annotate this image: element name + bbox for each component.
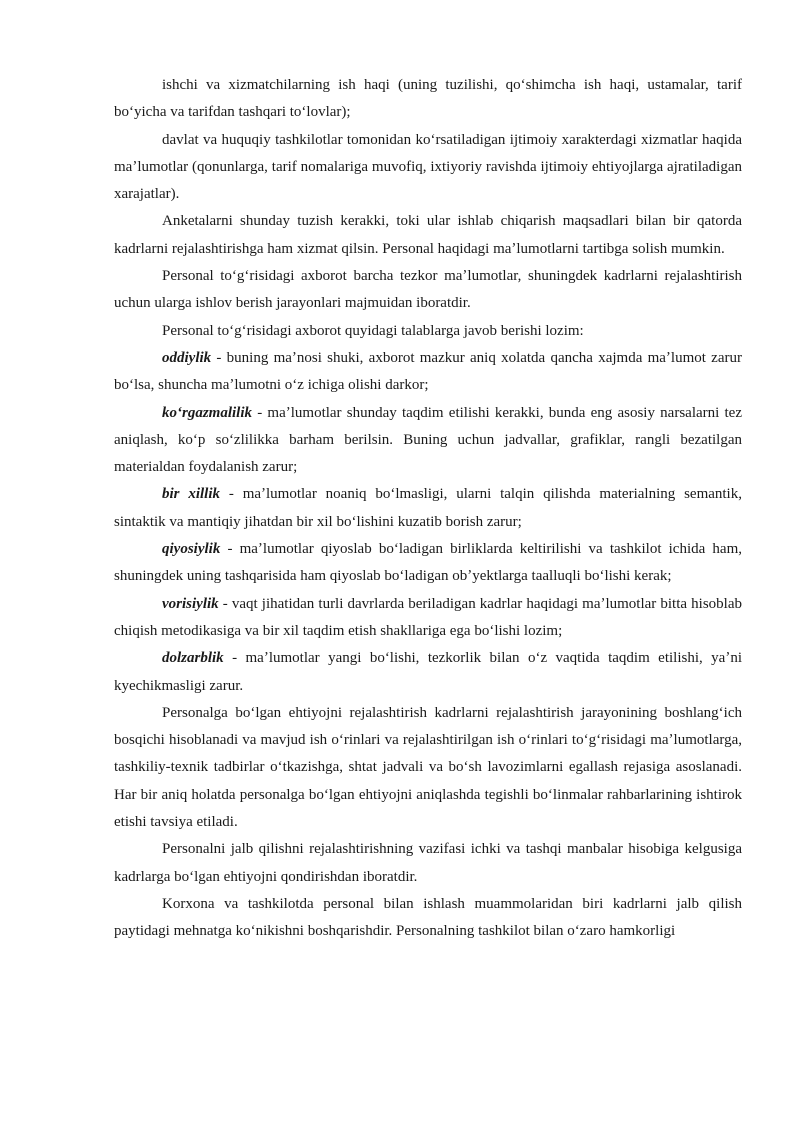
paragraph-continuity xyxy=(114,591,742,646)
paragraph-relevance xyxy=(114,645,742,700)
paragraph-text: - maʼlumotlar shunday taqdim etilishi kerakki, bunda eng asosiy narsalarni tez aniqlash, koʻp soʻzlilikka barham berilsin. Buning uchun jadvallar, grafiklar, rangli bezatilgan materialdan foydalanish zarur; xyxy=(114,404,742,476)
term-label: vorisiylik xyxy=(162,595,219,612)
paragraph-questionnaires xyxy=(114,208,742,263)
paragraph-recruitment-planning xyxy=(114,836,742,891)
paragraph-visibility xyxy=(114,400,742,482)
paragraph-wages xyxy=(114,72,742,127)
paragraph-planning-needs xyxy=(114,700,742,836)
paragraph-text: - buning maʼnosi shuki, axborot mazkur aniq xolatda qancha xajmda maʼlumot zarur boʻlsa, shuncha maʼlumotni oʻz ichiga olishi darkor; xyxy=(114,349,742,394)
document-page xyxy=(114,72,742,946)
term-label: bir xillik xyxy=(162,486,221,503)
paragraph-text: Personalni jalb qilishni rejalashtirishning vazifasi ichki va tashqi manbalar hisobiga kelgusiga kadrlarga boʻlgan ehtiyojni qondirishdan iboratdir. xyxy=(114,841,742,885)
paragraph-text: Personal toʻgʻrisidagi axborot barcha tezkor maʼlumotlar, shuningdek kadrlarni rejalashtirish uchun ularga ishlov berish jarayonlari majmuidan iboratdir. xyxy=(114,268,742,312)
paragraph-text: ishchi va xizmatchilarning ish haqi (uning tuzilishi, qoʻshimcha ish haqi, ustamalar, tarif boʻyicha va tarifdan tashqari toʻlovlar); xyxy=(114,77,742,121)
paragraph-uniformity xyxy=(114,481,742,536)
paragraph-text: - maʼlumotlar noaniq boʻlmasligi, ularni talqin qilishda materialning semantik, sintaktik va mantiqiy jihatdan bir xil boʻlishini kuzatib borish zarur; xyxy=(114,486,742,530)
paragraph-adaptation xyxy=(114,891,742,946)
term-label: oddiylik xyxy=(162,349,212,366)
paragraph-text: Personal toʻgʻrisidagi axborot quyidagi talablarga javob berishi lozim: xyxy=(162,322,584,339)
term-label: koʻrgazmalilik xyxy=(162,404,253,421)
paragraph-text: Korxona va tashkilotda personal bilan ishlash muammolaridan biri kadrlarni jalb qilish paytidagi mehnatga koʻnikishni boshqarishdir. Personalning tashkilot bilan oʻzaro hamkorligi xyxy=(114,895,742,940)
paragraph-social-services xyxy=(114,127,742,209)
paragraph-comparability xyxy=(114,536,742,591)
paragraph-text: - maʼlumotlar yangi boʻlishi, tezkorlik bilan oʻz vaqtida taqdim etilishi, yaʼni kyechikmasligi zarur. xyxy=(114,650,742,694)
paragraph-simplicity xyxy=(114,345,742,400)
paragraph-personnel-information xyxy=(114,263,742,318)
paragraph-text: Personalga boʻlgan ehtiyojni rejalashtirish kadrlarni rejalashtirish jarayonining boshlangʻich bosqichi hisoblanadi va mavjud ish oʻrinlari va rejalashtirilgan ish oʻrinlari toʻgʻrisidagi maʼlumotlarga, tashkiliy-texnik tadbirlar oʻtkazishga, shtat jadvali va boʻsh lavozimlarni egallash rejasiga asoslanadi. Har bir aniq holatda personalga boʻlgan ehtiyojni aniqlashda tegishli boʻlinmalar rahbarlarining ishtirok etishi tavsiya etiladi. xyxy=(114,704,742,831)
paragraph-text: - vaqt jihatidan turli davrlarda beriladigan kadrlar haqidagi maʼlumotlar bitta hisoblab chiqish metodikasiga va bir xil taqdim etish shakllariga ega boʻlishi lozim; xyxy=(114,595,742,639)
term-label: dolzarblik xyxy=(162,650,224,667)
paragraph-text: Anketalarni shunday tuzish kerakki, toki ular ishlab chiqarish maqsadlari bilan bir qatorda kadrlarni rejalashtirishga ham xizmat qilsin. Personal haqidagi maʼlumotlarni tartibga solish mumkin. xyxy=(114,213,742,257)
term-label: qiyosiylik xyxy=(162,541,221,558)
paragraph-requirements-intro xyxy=(114,318,742,345)
paragraph-text: davlat va huquqiy tashkilotlar tomonidan koʻrsatiladigan ijtimoiy xarakterdagi xizmatlar haqida maʼlumotlar (qonunlarga, tarif nomalariga muvofiq, ixtiyoriy ravishda ijtimoiy ehtiyojlarga ajratiladigan xarajatlar). xyxy=(114,131,742,203)
paragraph-text: - maʼlumotlar qiyoslab boʻladigan birliklarda keltirilishi va tashkilot ichida ham, shuningdek uning tashqarisida ham qiyoslab boʻladigan obʼyektlarga taalluqli boʻlishi kerak; xyxy=(114,541,742,585)
